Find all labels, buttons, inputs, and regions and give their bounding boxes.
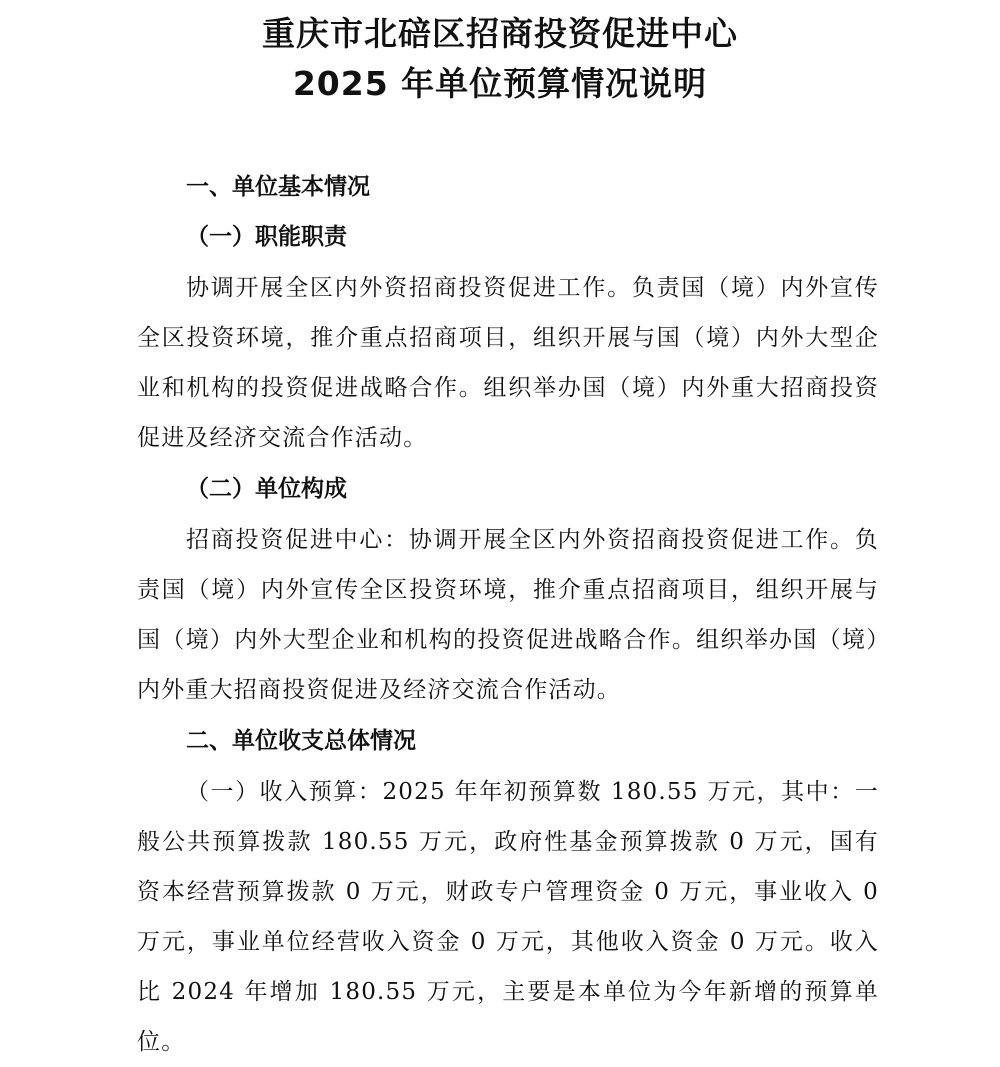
section-heading-basic-info: 一、单位基本情况 <box>186 174 370 200</box>
subheading-composition: （二）单位构成 <box>186 475 347 502</box>
document-title-line-1: 重庆市北碚区招商投资促进中心 <box>262 14 738 53</box>
paragraph-composition: 招商投资促进中心：协调开展全区内外资招商投资促进工作。负责国（境）内外宣传全区投资环境，推介重点招商项目，组织开展与国（境）内外大型企业和机构的投资促进战略合作。组织举办国（境）内外重大招商投资促进及经济交流合作活动。 <box>137 527 879 703</box>
section-heading-revenue-expenditure: 二、单位收支总体情况 <box>186 728 416 754</box>
paragraph-functions: 协调开展全区内外资招商投资促进工作。负责国（境）内外宣传全区投资环境，推介重点招商项目，组织开展与国（境）内外大型企业和机构的投资促进战略合作。组织举办国（境）内外重大招商投资促进及经济交流合作活动。 <box>137 275 879 451</box>
subheading-functions: （一）职能职责 <box>186 223 347 250</box>
paragraph-revenue-budget: （一）收入预算：2025 年年初预算数 180.55 万元，其中：一般公共预算拨款 180.55 万元，政府性基金预算拨款 0 万元，国有资本经营预算拨款 0 万元，财政专户管理资金 0 万元，事业收入 0 万元，事业单位经营收入资金 0 万元，其他收入资金 0 万元。收入比 2024 年增加 180.55 万元，主要是本单位为今年新增的预算单位。 <box>137 779 879 1055</box>
document-title-line-2: 2025 年单位预算情况说明 <box>292 64 708 103</box>
